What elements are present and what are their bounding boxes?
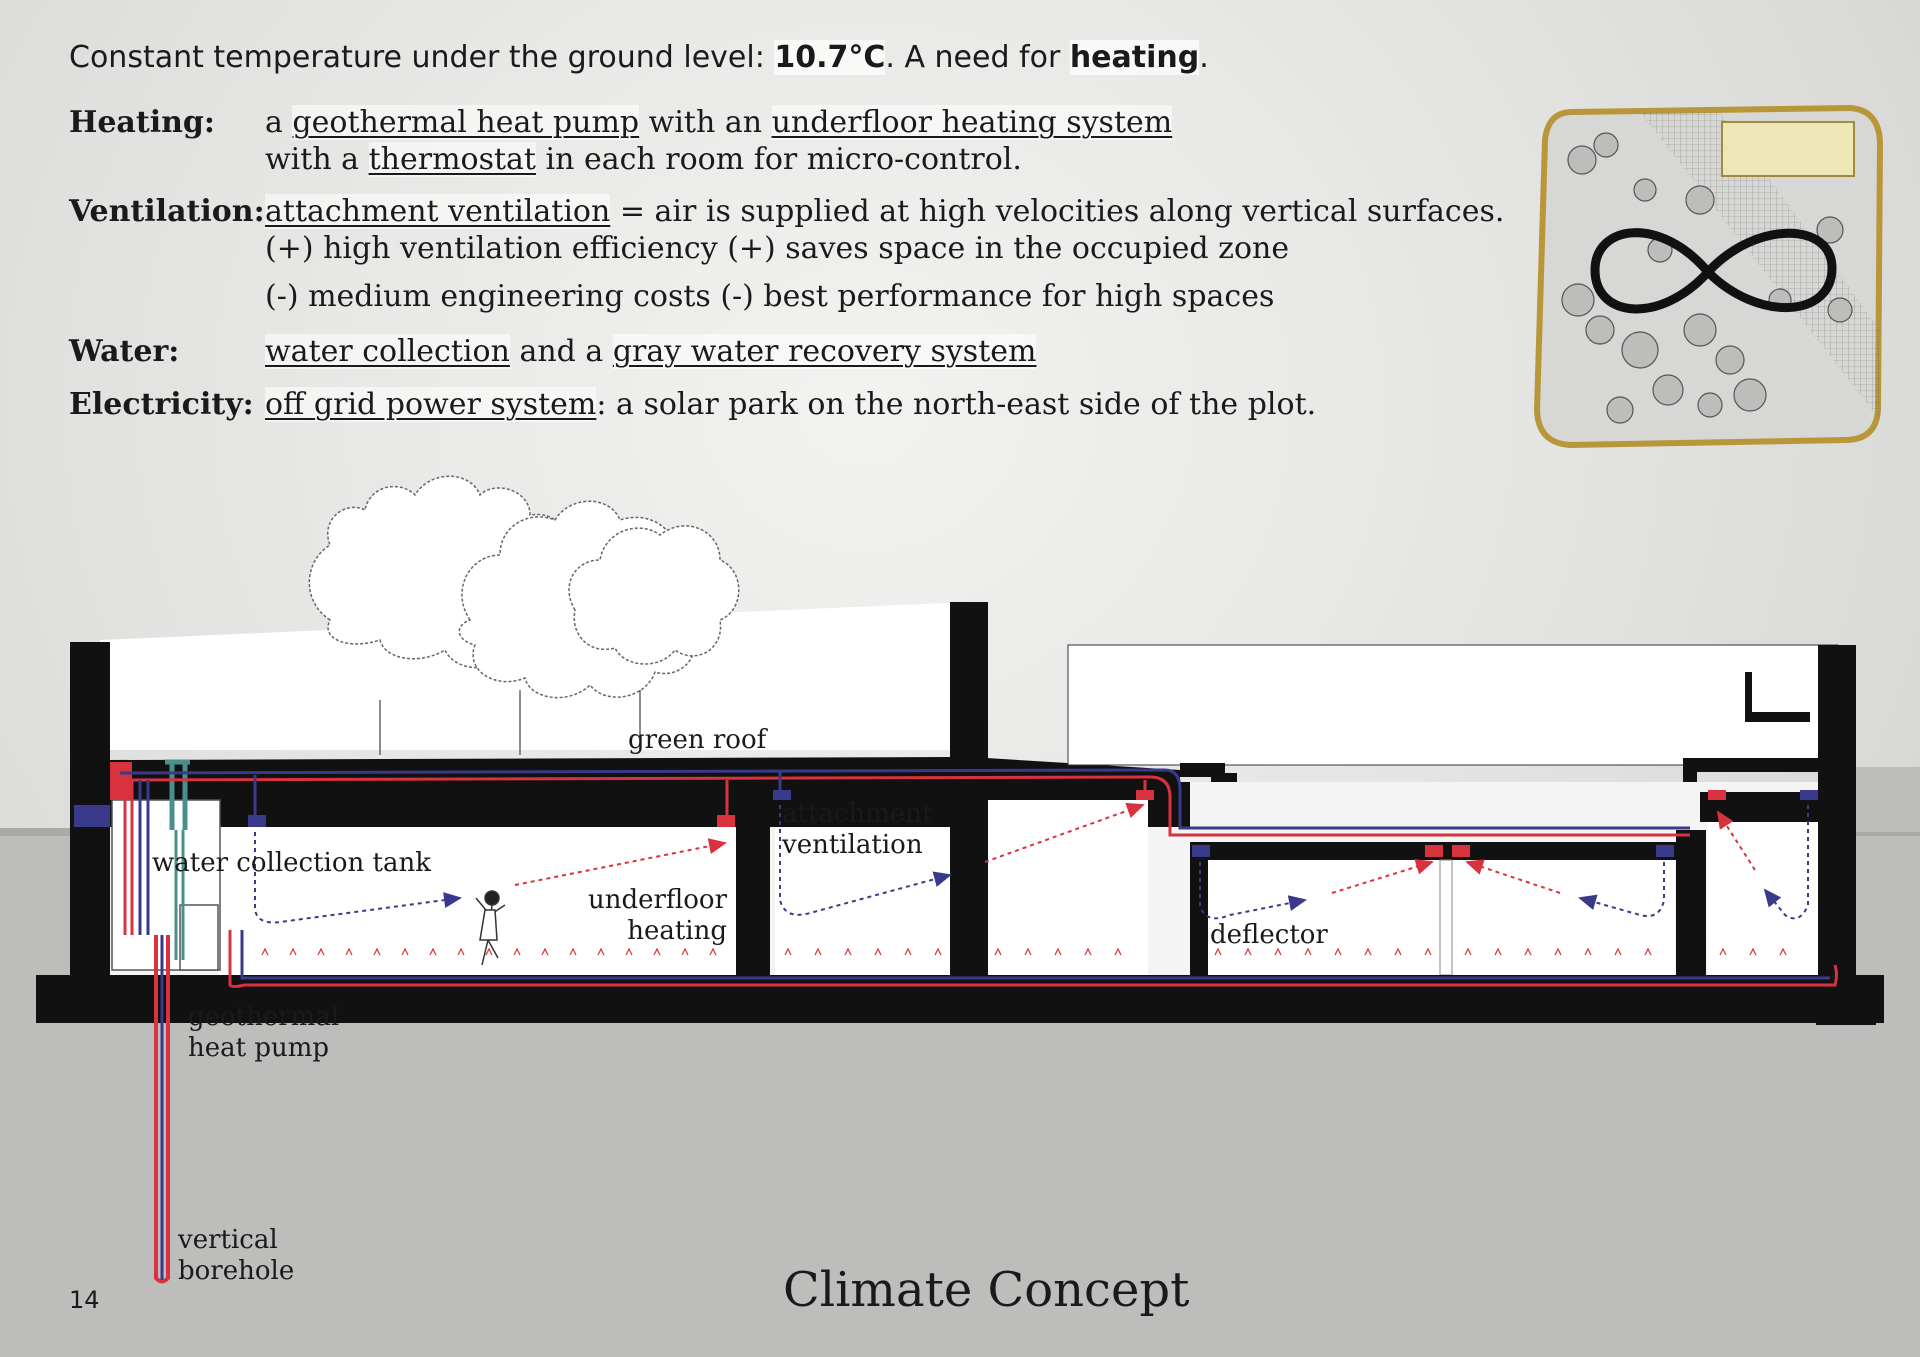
text: a bbox=[265, 105, 293, 140]
label-underfloor-1: underfloor bbox=[587, 885, 727, 915]
heating-need: heating bbox=[1069, 40, 1200, 75]
slab-3 bbox=[1190, 842, 1700, 860]
water-collection-term: water collection bbox=[265, 334, 510, 369]
geothermal-heat-pump-term: geothermal heat pump bbox=[292, 105, 640, 140]
label-attachment-1: attachment bbox=[782, 799, 933, 829]
label-deflector: deflector bbox=[1210, 920, 1328, 950]
room-2b bbox=[988, 800, 1148, 975]
text: in each room for micro-control. bbox=[535, 142, 1022, 177]
foundation-right bbox=[1816, 1000, 1876, 1025]
gray-water-term: gray water recovery system bbox=[612, 334, 1037, 369]
spec-key-heating: Heating: bbox=[69, 105, 215, 140]
ventilation-pros: (+) high ventilation efficiency (+) saves space in the occupied zone bbox=[265, 231, 1290, 266]
label-underfloor-heating bbox=[545, 885, 727, 947]
text: with an bbox=[639, 105, 772, 140]
ground-right bbox=[1855, 767, 1920, 832]
wall-d bbox=[1676, 830, 1706, 980]
text: with a bbox=[265, 142, 369, 177]
site-plan-inset bbox=[1537, 108, 1880, 445]
underfloor-heating-term: underfloor heating system bbox=[771, 105, 1173, 140]
thermostat-term: thermostat bbox=[368, 142, 536, 177]
spec-key-electricity: Electricity: bbox=[69, 387, 254, 422]
text: = air is supplied at high velocities along vertical surfaces. bbox=[610, 194, 1505, 229]
label-geothermal-1: geothermal bbox=[188, 1002, 340, 1032]
lower-floor bbox=[36, 782, 1884, 1025]
spec-key-water: Water: bbox=[69, 334, 180, 369]
intro-text: Constant temperature under the ground level: bbox=[69, 40, 775, 75]
off-grid-term: off grid power system bbox=[265, 387, 597, 422]
page-number: 14 bbox=[69, 1286, 100, 1314]
page-title: Climate Concept bbox=[783, 1262, 1190, 1318]
label-vertical-borehole bbox=[178, 1225, 294, 1287]
text: : a solar park on the north-east side of the plot. bbox=[596, 387, 1317, 422]
text: and a bbox=[509, 334, 613, 369]
label-geothermal-2: heat pump bbox=[188, 1033, 330, 1063]
label-underfloor-2: heating bbox=[627, 916, 727, 946]
label-geothermal-heat-pump bbox=[188, 1002, 339, 1064]
wall-a bbox=[736, 800, 770, 980]
right-upper-wall bbox=[1068, 645, 1838, 765]
label-water-collection-tank: water collection tank bbox=[152, 848, 431, 878]
label-borehole-1: vertical bbox=[178, 1225, 278, 1255]
label-attachment-ventilation bbox=[782, 799, 932, 861]
intro-text-2: . A need for bbox=[885, 40, 1070, 75]
intro-period: . bbox=[1199, 40, 1209, 75]
spec-key-ventilation: Ventilation: bbox=[69, 194, 265, 229]
label-attachment-2: ventilation bbox=[782, 830, 923, 860]
mid-wall bbox=[950, 602, 988, 770]
label-borehole-2: borehole bbox=[178, 1256, 295, 1286]
wall-b bbox=[950, 800, 988, 980]
ground-temperature: 10.7°C bbox=[774, 40, 886, 75]
room-3 bbox=[1195, 860, 1675, 975]
label-green-roof: green roof bbox=[628, 725, 767, 755]
attachment-ventilation-term: attachment ventilation bbox=[265, 194, 611, 229]
solar-park bbox=[1722, 122, 1854, 176]
ventilation-cons: (-) medium engineering costs (-) best performance for high spaces bbox=[265, 279, 1275, 314]
glass-partition bbox=[1440, 860, 1452, 975]
